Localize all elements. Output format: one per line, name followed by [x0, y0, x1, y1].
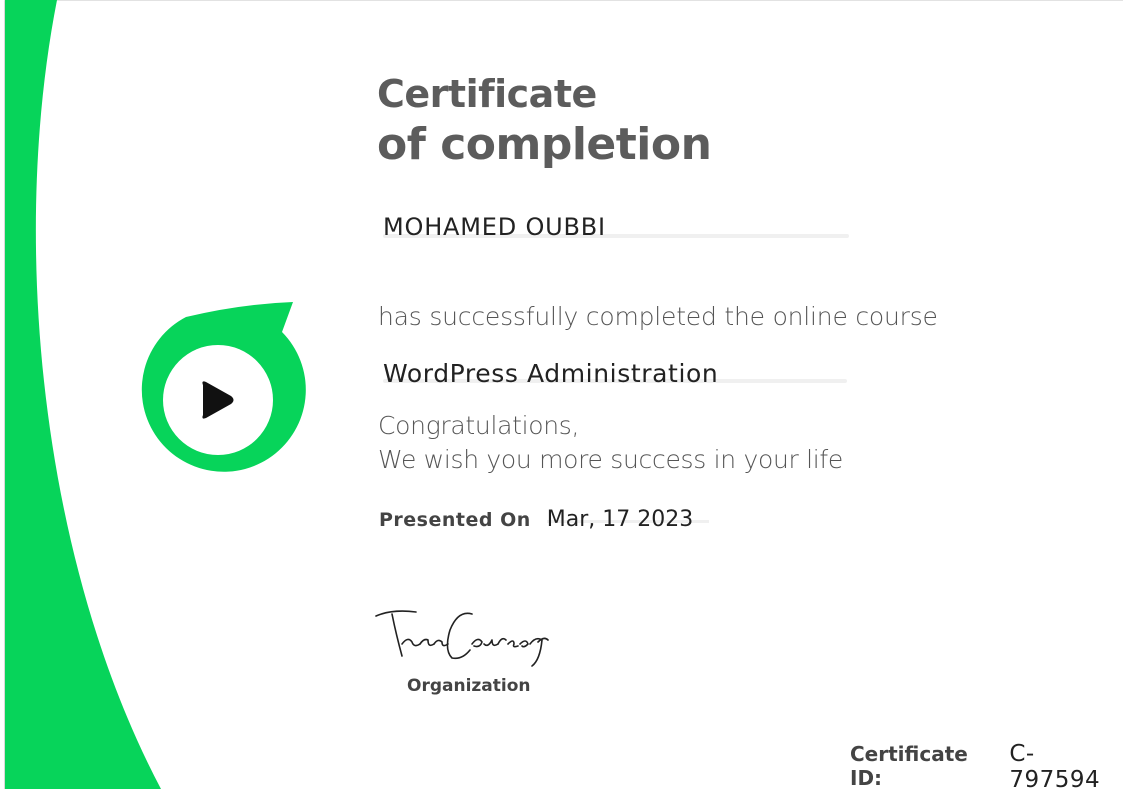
- logo: [142, 302, 306, 472]
- title-line-2: of completion: [377, 119, 712, 170]
- course-name-field: [383, 359, 718, 388]
- presented-date: Mar, 17 2023: [546, 507, 694, 532]
- recipient-name-field: [383, 213, 606, 241]
- certificate-title: [377, 70, 711, 172]
- certificate-id-label: Certificate ID:: [850, 742, 968, 790]
- certificate-id-value: C-797594: [1009, 741, 1101, 793]
- completion-statement: has successfully completed the online course: [378, 302, 938, 331]
- organization-label: Organization: [407, 676, 531, 696]
- course-name: WordPress Administration: [383, 359, 719, 388]
- recipient-name: MOHAMED OUBBI: [383, 213, 606, 241]
- signature: [372, 600, 562, 670]
- congratulations-message: [378, 409, 843, 477]
- congrats-line-1: Congratulations,: [378, 411, 580, 440]
- certificate-id: [850, 741, 1123, 793]
- presented-label: Presented On: [379, 509, 531, 531]
- green-curve-shape: [5, 0, 161, 789]
- presented-date-field: [547, 507, 693, 532]
- congrats-line-2: We wish you more success in your life: [378, 445, 843, 474]
- title-line-1: Certificate: [377, 72, 597, 116]
- presented-on: [379, 507, 693, 532]
